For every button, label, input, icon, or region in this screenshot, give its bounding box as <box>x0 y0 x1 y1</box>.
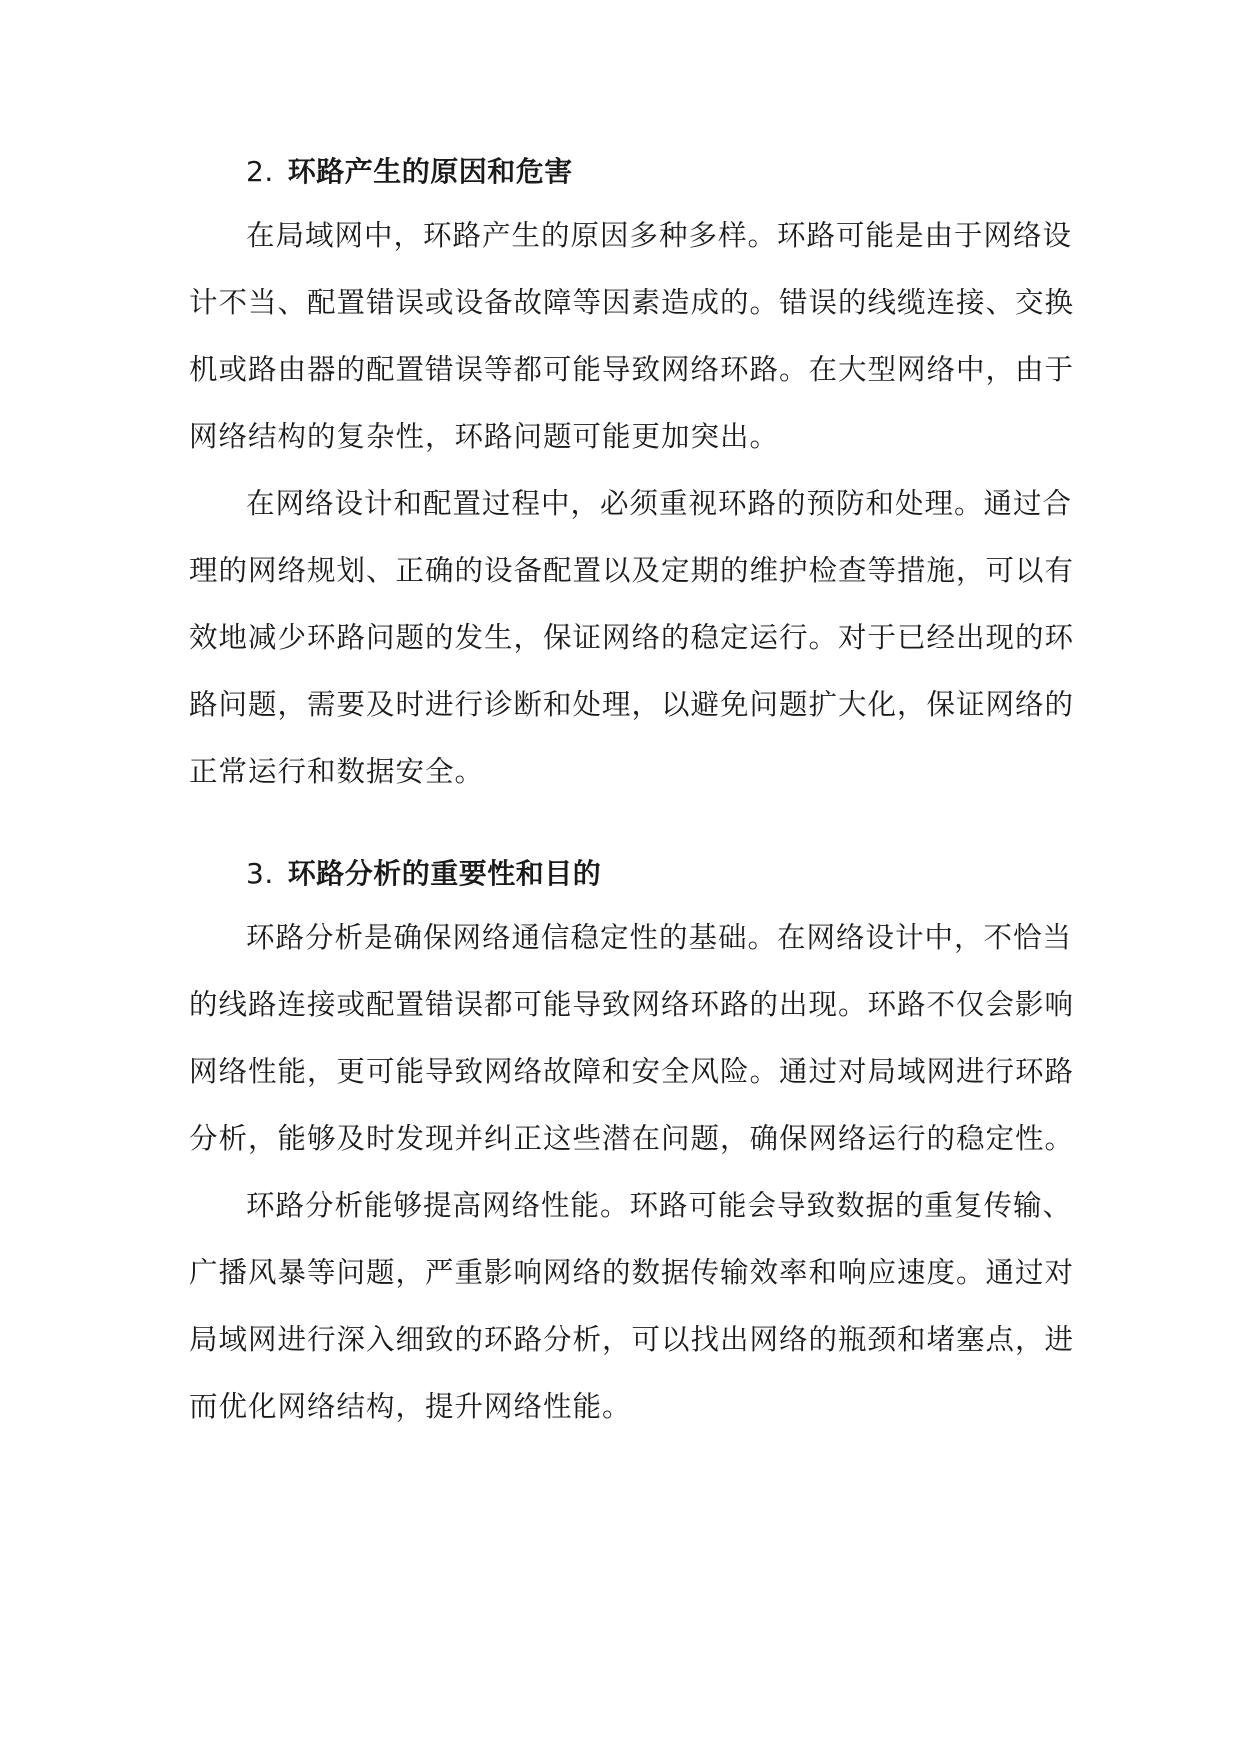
paragraph-line: 理的网络规划、正确的设备配置以及定期的维护检查等措施，可以有 <box>189 554 1075 587</box>
paragraph-line: 网络性能，更可能导致网络故障和安全风险。通过对局域网进行环路 <box>189 1055 1075 1088</box>
paragraph-line: 环路分析能够提高网络性能。环路可能会导致数据的重复传输、 <box>246 1189 1073 1222</box>
section-3-title: 环路分析的重要性和目的 <box>287 857 602 890</box>
paragraph-line: 而优化网络结构，提升网络性能。 <box>189 1390 632 1423</box>
paragraph-line: 路问题，需要及时进行诊断和处理，以避免问题扩大化，保证网络的 <box>189 688 1075 721</box>
paragraph-line: 在网络设计和配置过程中，必须重视环路的预防和处理。通过合 <box>246 487 1073 520</box>
paragraph-line: 计不当、配置错误或设备故障等因素造成的。错误的线缆连接、交换 <box>189 286 1075 319</box>
section-2-number: 2. <box>246 155 274 188</box>
paragraph-line: 网络结构的复杂性，环路问题可能更加突出。 <box>189 420 780 453</box>
paragraph-line: 广播风暴等问题，严重影响网络的数据传输效率和响应速度。通过对 <box>189 1256 1075 1289</box>
section-2-title: 环路产生的原因和危害 <box>287 155 573 188</box>
paragraph-line: 分析，能够及时发现并纠正这些潜在问题，确保网络运行的稳定性。 <box>189 1122 1075 1155</box>
section-3-number: 3. <box>246 857 274 890</box>
paragraph-line: 正常运行和数据安全。 <box>189 755 485 788</box>
section-3-heading <box>246 856 601 892</box>
section-2-heading <box>246 154 573 190</box>
paragraph-line: 效地减少环路问题的发生，保证网络的稳定运行。对于已经出现的环 <box>189 621 1075 654</box>
paragraph-line: 局域网进行深入细致的环路分析，可以找出网络的瓶颈和堵塞点，进 <box>189 1323 1075 1356</box>
paragraph-line: 在局域网中，环路产生的原因多种多样。环路可能是由于网络设 <box>246 219 1073 252</box>
paragraph-line: 环路分析是确保网络通信稳定性的基础。在网络设计中，不恰当 <box>246 921 1073 954</box>
paragraph-line: 的线路连接或配置错误都可能导致网络环路的出现。环路不仅会影响 <box>189 988 1075 1021</box>
paragraph-line: 机或路由器的配置错误等都可能导致网络环路。在大型网络中，由于 <box>189 353 1075 386</box>
